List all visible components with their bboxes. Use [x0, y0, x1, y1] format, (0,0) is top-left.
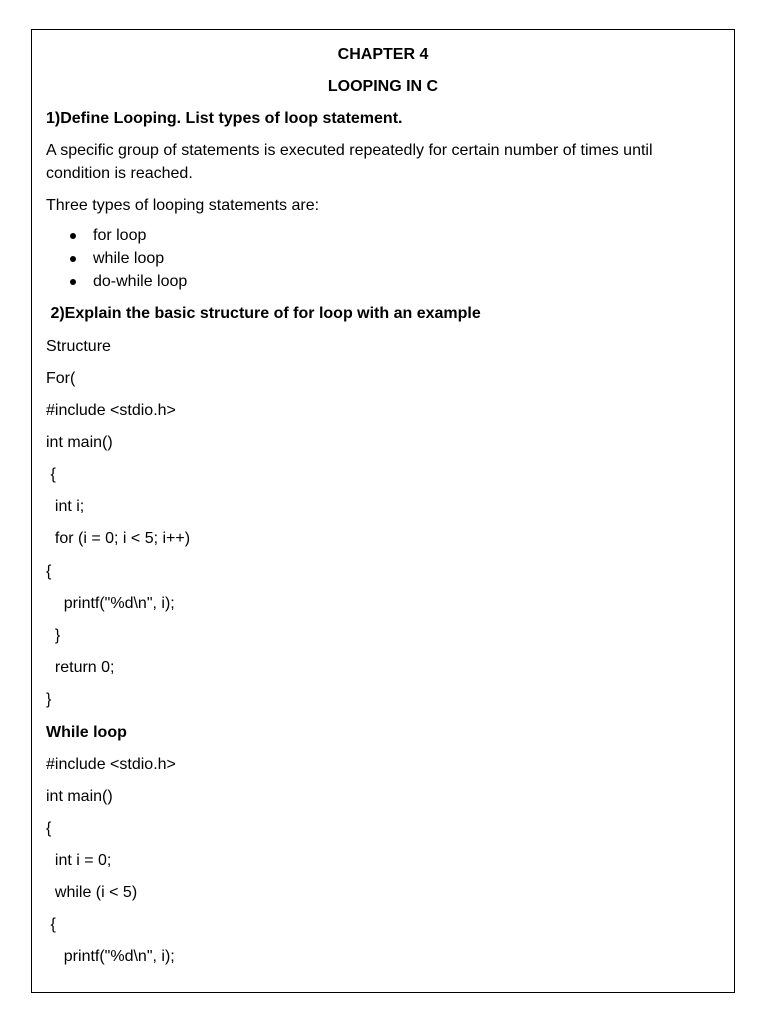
code-line: for (i = 0; i < 5; i++)	[46, 530, 191, 547]
loop-types-intro: Three types of looping statements are:	[46, 197, 320, 214]
loop-types-list	[70, 226, 187, 295]
code-line: {	[46, 820, 52, 837]
structure-label: Structure	[46, 338, 111, 355]
code-line: int main()	[46, 788, 113, 805]
code-line: return 0;	[46, 659, 115, 676]
list-item: for loop	[70, 226, 187, 249]
chapter-number: CHAPTER 4	[337, 46, 429, 63]
for-partial-syntax: For(	[46, 370, 76, 387]
code-line: int i;	[46, 498, 85, 515]
code-line: #include <stdio.h>	[46, 402, 176, 419]
code-line: int main()	[46, 434, 113, 451]
code-line: printf("%d\n", i);	[46, 948, 175, 965]
code-line: {	[46, 916, 56, 933]
code-line: {	[46, 563, 52, 580]
code-line: #include <stdio.h>	[46, 756, 176, 773]
looping-definition: A specific group of statements is executed repeatedly for certain number of times until condition is reached.	[46, 142, 653, 182]
while-loop-heading: While loop	[46, 724, 127, 741]
question-1-heading: 1)Define Looping. List types of loop statement.	[46, 110, 403, 127]
code-line: int i = 0;	[46, 852, 112, 869]
list-item: while loop	[70, 249, 187, 272]
code-line: {	[46, 466, 56, 483]
code-line: while (i < 5)	[46, 884, 138, 901]
code-line: printf("%d\n", i);	[46, 595, 175, 612]
code-line: }	[46, 691, 52, 708]
list-item: do-while loop	[70, 272, 187, 295]
code-line: }	[46, 627, 61, 644]
chapter-title: LOOPING IN C	[327, 78, 439, 95]
question-2-heading: 2)Explain the basic structure of for loop with an example	[46, 305, 481, 322]
